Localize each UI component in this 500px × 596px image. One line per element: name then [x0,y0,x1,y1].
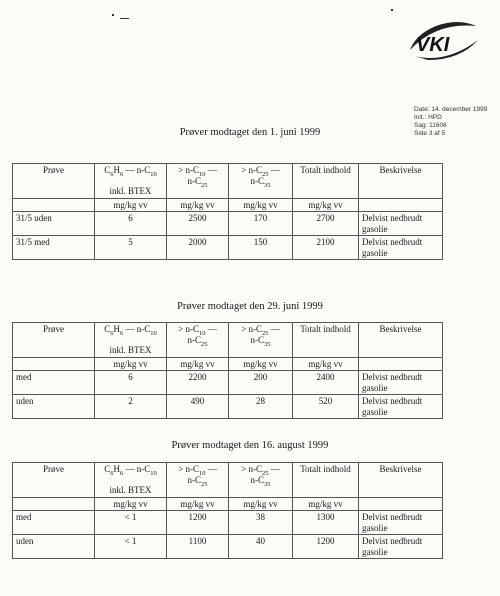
header-prove: Prøve [13,323,95,358]
cell-prove: med [13,511,95,535]
meta-init: Init.: HPD [414,114,442,121]
results-table [12,322,443,419]
header-c25-c35: > $n-C_{25}$ — $n-C_{35}$ [229,164,293,199]
header-row [13,164,443,199]
header-c6-c10: $C_6H_6$ — $n-C_{10}$ inkl. BTEX [95,463,167,498]
header-desc: Beskrivelse [359,323,443,358]
cell-desc: Delvist nedbrudt gasolie [359,535,443,559]
header-c6-c10: $C_6H_6$ — $n-C_{10}$ inkl. BTEX [95,164,167,199]
cell-c25-c35: 200 [229,371,293,395]
header-c10-c25: > $n-C_{10}$ — $n-C_{25}$ [167,323,229,358]
unit-cell: mg/kg vv [167,497,229,511]
cell-c25-c35: 170 [229,212,293,236]
cell-desc: Delvist nedbrudt gasolie [359,395,443,419]
scan-mark [391,9,393,11]
header-total: Totalt indhold [293,323,359,358]
unit-cell: mg/kg vv [229,357,293,371]
cell-c6-c10: 6 [95,371,167,395]
header-prove: Prøve [13,463,95,498]
table-row [13,535,443,559]
vki-logo-icon [406,20,482,64]
cell-c10-c25: 2500 [167,212,229,236]
cell-c6-c10: < 1 [95,511,167,535]
header-row [13,323,443,358]
cell-prove: med [13,371,95,395]
cell-desc: Delvist nedbrudt gasolie [359,212,443,236]
header-btex: inkl. BTEX [109,186,152,196]
header-c25-c35: > $n-C_{25}$ — $n-C_{35}$ [229,323,293,358]
meta-date: Date: 14. december 1999 [414,106,488,113]
header-c10-c25: > $n-C_{10}$ — $n-C_{25}$ [167,164,229,199]
cell-desc: Delvist nedbrudt gasolie [359,236,443,260]
header-btex: inkl. BTEX [109,485,152,495]
cell-desc: Delvist nedbrudt gasolie [359,371,443,395]
table-title: Prøver modtaget den 16. august 1999 [171,440,329,451]
meta-sag: Sag: 11606 [414,122,447,129]
header-desc: Beskrivelse [359,463,443,498]
cell-prove: 31/5 med [13,236,95,260]
logo-text: VKI [416,34,450,56]
cell-c6-c10: 6 [95,212,167,236]
cell-c25-c35: 40 [229,535,293,559]
table-row [13,212,443,236]
cell-total: 2700 [293,212,359,236]
table-row [13,236,443,260]
cell-total: 520 [293,395,359,419]
cell-c10-c25: 2000 [167,236,229,260]
cell-c6-c10: 5 [95,236,167,260]
header-btex: inkl. BTEX [109,345,152,355]
unit-cell: mg/kg vv [293,497,359,511]
cell-c10-c25: 490 [167,395,229,419]
header-total: Totalt indhold [293,164,359,199]
table-row [13,395,443,419]
cell-prove: uden [13,395,95,419]
cell-c25-c35: 28 [229,395,293,419]
header-prove: Prøve [13,164,95,199]
unit-cell: mg/kg vv [229,497,293,511]
cell-c25-c35: 38 [229,511,293,535]
cell-total: 2100 [293,236,359,260]
header-c25-c35: > $n-C_{25}$ — $n-C_{35}$ [229,463,293,498]
cell-c10-c25: 1200 [167,511,229,535]
cell-total: 1200 [293,535,359,559]
table-title: Prøver modtaget den 29. juni 1999 [177,301,323,312]
results-table [12,163,443,260]
unit-cell: mg/kg vv [95,198,167,212]
unit-cell: mg/kg vv [293,357,359,371]
cell-prove: uden [13,535,95,559]
cell-c10-c25: 1100 [167,535,229,559]
unit-row [13,357,443,371]
header-total: Totalt indhold [293,463,359,498]
meta-side: Side 3 af 5 [414,130,446,137]
unit-row [13,198,443,212]
unit-cell: mg/kg vv [167,357,229,371]
header-c10-c25: > $n-C_{10}$ — $n-C_{25}$ [167,463,229,498]
table-row [13,511,443,535]
table-row [13,371,443,395]
unit-cell: mg/kg vv [95,497,167,511]
unit-row [13,497,443,511]
unit-cell: mg/kg vv [229,198,293,212]
unit-cell: mg/kg vv [293,198,359,212]
unit-cell: mg/kg vv [167,198,229,212]
scan-mark [112,14,114,16]
header-row [13,463,443,498]
cell-c6-c10: 2 [95,395,167,419]
results-table [12,462,443,559]
cell-c10-c25: 2200 [167,371,229,395]
cell-total: 2400 [293,371,359,395]
cell-c25-c35: 150 [229,236,293,260]
cell-prove: 31/5 uden [13,212,95,236]
scan-mark [120,18,129,19]
cell-c6-c10: < 1 [95,535,167,559]
unit-cell: mg/kg vv [95,357,167,371]
cell-total: 1300 [293,511,359,535]
header-desc: Beskrivelse [359,164,443,199]
cell-desc: Delvist nedbrudt gasolie [359,511,443,535]
table-title: Prøver modtaget den 1. juni 1999 [179,127,321,138]
header-c6-c10: $C_6H_6$ — $n-C_{10}$ inkl. BTEX [95,323,167,358]
